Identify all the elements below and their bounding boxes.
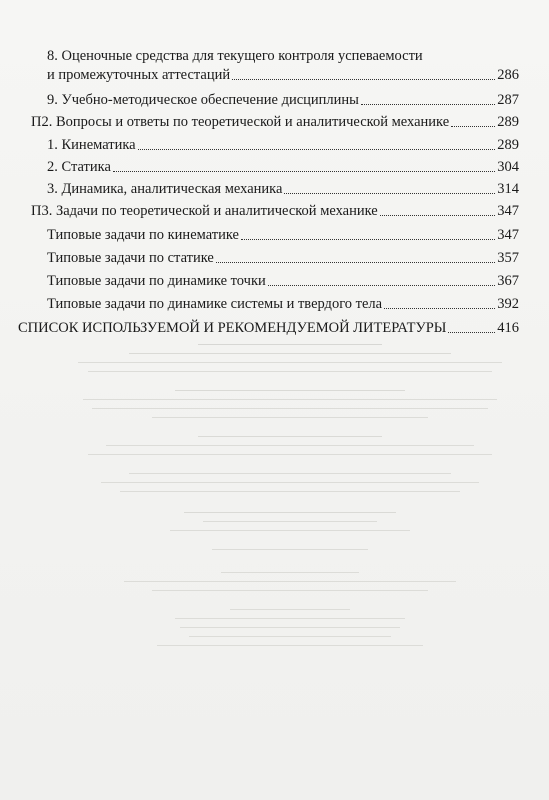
toc-entry-p3-4 <box>47 296 519 312</box>
toc-entry-p2-page: 289 <box>497 114 519 130</box>
toc-entry-p3-2 <box>47 250 519 266</box>
toc-entry-p2-3-title: 3. Динамика, аналитическая механика <box>47 181 283 197</box>
toc-entry-p2-3 <box>47 181 519 197</box>
dot-leader <box>284 193 495 194</box>
dot-leader <box>268 285 495 286</box>
dot-leader <box>216 262 495 263</box>
dot-leader <box>451 126 495 127</box>
toc-entry-8 <box>47 48 519 83</box>
toc-entry-p3 <box>31 203 519 219</box>
toc-entry-literature-page: 416 <box>497 320 519 336</box>
toc-entry-p2-1 <box>47 137 519 153</box>
toc-entry-9-title: 9. Учебно-методическое обеспечение дисциплины <box>47 92 359 108</box>
dot-leader <box>384 308 495 309</box>
toc-entry-p3-3-title: Типовые задачи по динамике точки <box>47 273 266 289</box>
toc-entry-literature-title: СПИСОК ИСПОЛЬЗУЕМОЙ И РЕКОМЕНДУЕМОЙ ЛИТЕРАТУРЫ <box>18 320 447 336</box>
toc-entry-p2-title: П2. Вопросы и ответы по теоретической и аналитической механике <box>31 114 450 130</box>
toc-entry-8-line1: 8. Оценочные средства для текущего контроля успеваемости <box>47 48 423 64</box>
toc-entry-p2-2-title: 2. Статика <box>47 159 111 175</box>
toc-entry-p3-2-title: Типовые задачи по статике <box>47 250 214 266</box>
toc-entry-p3-1-title: Типовые задачи по кинематике <box>47 227 239 243</box>
toc-entry-9-page: 287 <box>497 92 519 108</box>
dot-leader <box>113 171 495 172</box>
toc-entry-p3-4-page: 392 <box>497 296 519 312</box>
toc-entry-p3-page: 347 <box>497 203 519 219</box>
toc-entry-p2-3-page: 314 <box>497 181 519 197</box>
toc-entry-p3-1-page: 347 <box>497 227 519 243</box>
toc-entry-p3-3 <box>47 273 519 289</box>
toc-entry-9 <box>47 92 519 108</box>
dot-leader <box>138 149 496 150</box>
toc-entry-p2-2-page: 304 <box>497 159 519 175</box>
toc-entry-8-page: 286 <box>497 67 519 83</box>
toc-entry-p3-4-title: Типовые задачи по динамике системы и твердого тела <box>47 296 383 312</box>
dot-leader <box>361 104 495 105</box>
toc-entry-8-title: и промежуточных аттестаций <box>47 67 231 83</box>
show-through-text <box>60 330 520 646</box>
toc-entry-p2-1-title: 1. Кинематика <box>47 137 136 153</box>
toc-entry-p2-2 <box>47 159 519 175</box>
toc-entry-p3-title: П3. Задачи по теоретической и аналитической механике <box>31 203 378 219</box>
dot-leader <box>241 239 495 240</box>
toc-entry-p3-1 <box>47 227 519 243</box>
dot-leader <box>380 215 496 216</box>
toc-entry-p3-3-page: 367 <box>497 273 519 289</box>
toc-entry-p2 <box>31 114 519 130</box>
dot-leader <box>232 79 495 80</box>
toc-entry-p2-1-page: 289 <box>497 137 519 153</box>
toc-entry-p3-2-page: 357 <box>497 250 519 266</box>
